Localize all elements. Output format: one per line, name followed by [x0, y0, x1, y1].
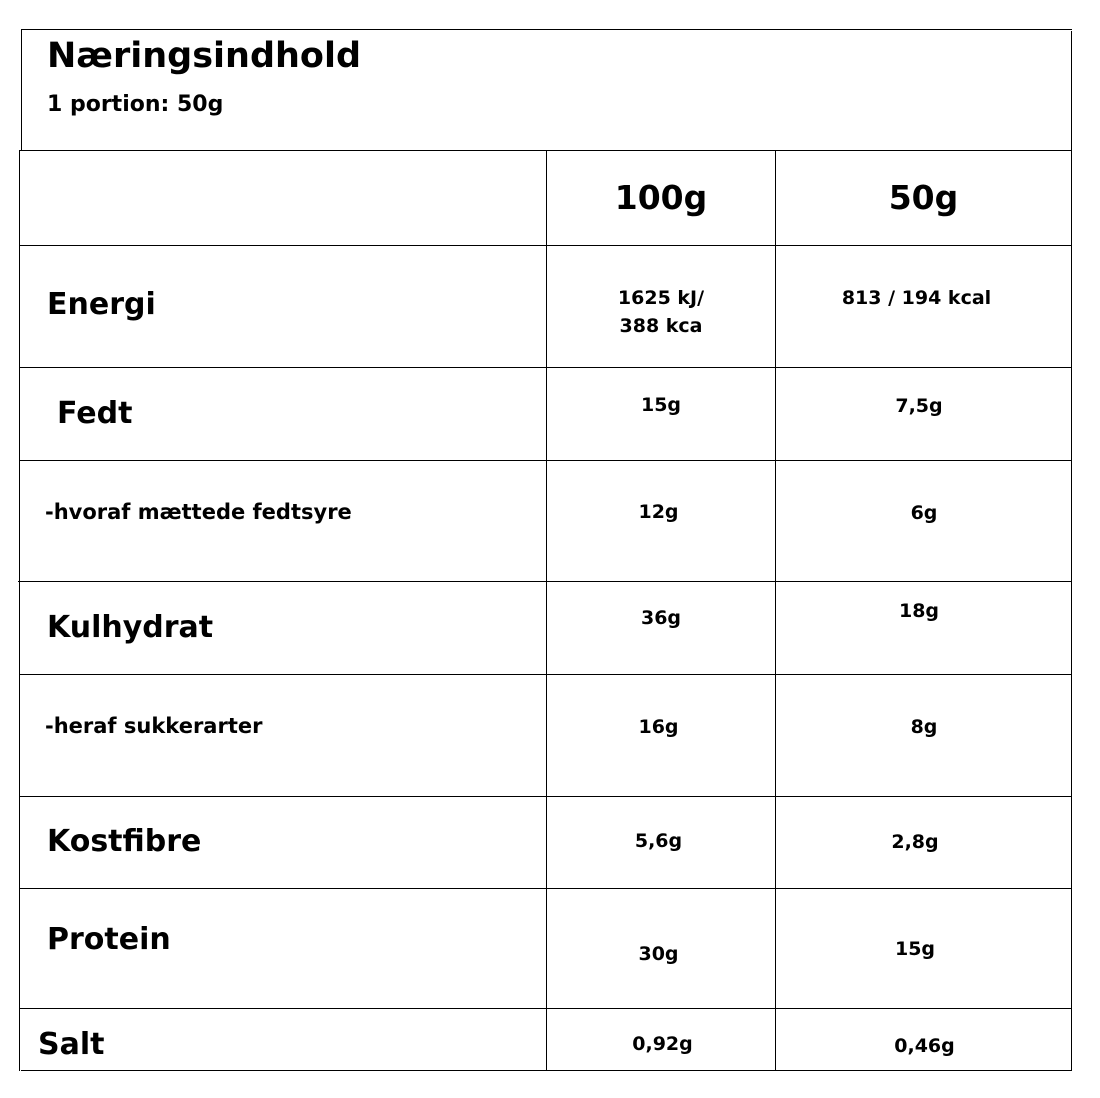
- value-per-100g-line1: 1625 kJ/: [617, 287, 705, 309]
- row-label: Salt: [38, 1027, 105, 1062]
- value-per-100g: [547, 284, 775, 340]
- row-divider: [19, 674, 1071, 675]
- value-per-100g: 16g: [638, 716, 679, 738]
- value-per-50g: 7,5g: [895, 395, 943, 417]
- value-per-50g: 18g: [898, 600, 940, 622]
- value-per-50g: 813 / 194 kcal: [841, 287, 992, 309]
- value-per-50g: 0,46g: [894, 1035, 955, 1057]
- value-per-50g: 2,8g: [891, 831, 939, 853]
- table-border-top: [22, 29, 1072, 30]
- value-per-50g: 6g: [910, 502, 938, 524]
- table-title: Næringsindhold: [47, 36, 362, 76]
- value-per-100g: 12g: [638, 501, 679, 523]
- row-label: Kostfibre: [47, 824, 202, 859]
- portion-size: 1 portion: 50g: [47, 92, 224, 117]
- row-divider: [19, 367, 1071, 368]
- table-border-right: [1071, 31, 1072, 1071]
- value-per-100g: 36g: [640, 607, 682, 629]
- row-label: Energi: [47, 287, 156, 322]
- row-label: -heraf sukkerarter: [45, 714, 263, 738]
- row-label: Kulhydrat: [47, 610, 214, 645]
- row-divider: [19, 460, 1071, 461]
- column-header-100g: 100g: [614, 178, 708, 217]
- value-per-100g: 30g: [638, 943, 679, 965]
- table-border-left-top: [21, 29, 22, 150]
- row-divider: [19, 245, 1071, 246]
- value-per-100g: 0,92g: [632, 1033, 693, 1055]
- value-per-100g: 15g: [640, 394, 682, 416]
- value-per-100g-line2: 388 kca: [619, 315, 703, 337]
- row-label: -hvoraf mættede fedtsyre: [45, 500, 352, 524]
- value-per-100g: 5,6g: [634, 830, 683, 852]
- row-label: Fedt: [57, 396, 133, 431]
- row-label: Protein: [47, 922, 171, 957]
- table-border-left: [19, 150, 20, 1071]
- column-header-50g: 50g: [888, 178, 959, 217]
- value-per-50g: 15g: [894, 938, 936, 960]
- value-per-50g: 8g: [910, 716, 938, 738]
- row-divider: [18, 581, 1071, 582]
